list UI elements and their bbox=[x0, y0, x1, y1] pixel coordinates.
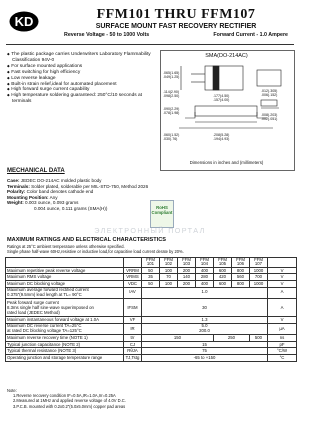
ratings-heading: MAXIMUM RATINGS AND ELECTRICAL CHARACTERISTICS bbox=[7, 237, 167, 243]
symbol-cell: IR bbox=[124, 323, 142, 334]
column-header: FFM 101 bbox=[142, 258, 160, 268]
ratings-table bbox=[5, 257, 297, 362]
feature-item: ◆ High temperature soldering guaranteed: 250°C/10 seconds at terminals bbox=[7, 93, 157, 105]
rohs-label: RoHS bbox=[156, 205, 168, 210]
parameter-line: Maximum average forward rectified current bbox=[7, 287, 89, 292]
table-row bbox=[6, 281, 297, 288]
unit-cell: A bbox=[268, 287, 297, 298]
value-cell: V bbox=[268, 267, 297, 274]
feature-item: ◆ Built-in strain relief,ideal for automated placement bbox=[7, 82, 157, 88]
parameter-cell: Typical thermal resistance (NOTE 3) bbox=[6, 348, 124, 355]
table-row bbox=[6, 274, 297, 281]
symbol-cell: trr bbox=[124, 335, 142, 342]
reverse-voltage-spec: Reverse Voltage - 50 to 1000 Volts bbox=[64, 32, 150, 38]
mechanical-label: Case: bbox=[7, 178, 20, 183]
dim-label: .177(4.50) bbox=[213, 94, 230, 98]
unit-cell: pF bbox=[268, 341, 297, 348]
dim-label: .060(1.52) bbox=[163, 133, 180, 137]
footnote-line: 3.P.C.B. mounted with 0.2x0.2"(5.0x5.0mm) copper pad areas bbox=[13, 403, 126, 409]
dim-label: .194(4.93) bbox=[213, 137, 230, 141]
mechanical-value: JEDEC DO-214AC molded plastic body bbox=[19, 178, 102, 183]
unit-cell: °C bbox=[268, 355, 297, 362]
rohs-compliant-label: Compliant bbox=[151, 210, 173, 215]
parameter-cell: Operating junction and storage temperature range bbox=[6, 355, 124, 362]
value-cell: 600 bbox=[214, 281, 232, 288]
dim-label: .008(.203) bbox=[261, 113, 278, 117]
kd-logo bbox=[9, 11, 39, 32]
table-row bbox=[6, 341, 297, 348]
dim-label: .006(.152) bbox=[261, 93, 278, 97]
value-cell bbox=[142, 323, 268, 334]
symbol-cell: IFSM bbox=[124, 298, 142, 317]
parameter-cell bbox=[6, 287, 124, 298]
mechanical-value: Solder plated, solderable per MIL-STD-750, Method 2026 bbox=[29, 183, 149, 189]
mechanical-data bbox=[7, 178, 157, 212]
package-outline-drawing bbox=[161, 60, 292, 160]
feature-item: ◆ High forward surge current capability bbox=[7, 87, 157, 93]
column-header bbox=[6, 258, 124, 268]
value-cell: 200 bbox=[178, 281, 196, 288]
mechanical-value: Color band denotes cathode end bbox=[25, 189, 94, 195]
footnotes-heading: Note: bbox=[7, 388, 17, 393]
value-cell: 150 bbox=[142, 335, 214, 342]
mechanical-label: Polarity: bbox=[7, 189, 26, 195]
value-line: 200.0 bbox=[199, 328, 210, 334]
dim-label: .030(.76) bbox=[163, 137, 178, 141]
parameter-line: Maximum DC reverse current TA=25°C bbox=[7, 323, 82, 329]
feature-item: ◆ Low reverse leakage bbox=[7, 76, 157, 82]
value-cell: 700 bbox=[250, 274, 268, 281]
parameter-cell: Maximum RMS voltage bbox=[6, 274, 124, 281]
symbol-cell: VF bbox=[124, 317, 142, 324]
footnotes bbox=[7, 388, 295, 409]
value-cell: 15 bbox=[142, 341, 268, 348]
rohs-badge bbox=[150, 200, 174, 228]
value-cell: 1.3 bbox=[142, 317, 268, 324]
table-row bbox=[6, 267, 297, 274]
column-header: FFM 106 bbox=[232, 258, 250, 268]
parameter-cell: Typical junction capacitance (NOTE 2) bbox=[6, 341, 124, 348]
value-cell: V bbox=[268, 274, 297, 281]
value-cell: 800 bbox=[232, 281, 250, 288]
parameter-cell: Maximum repetitive peak reverse voltage bbox=[6, 267, 124, 274]
value-cell: 30 bbox=[142, 298, 268, 317]
unit-cell: µA bbox=[268, 323, 297, 334]
symbol-cell: RθJA bbox=[124, 348, 142, 355]
footnote-line: 1.Reverse recovery condition IF=0.5A,IR=1.0A,Irr=0.25A bbox=[13, 393, 116, 399]
value-cell: 420 bbox=[214, 274, 232, 281]
feature-item: ◆ Fast switching for high efficiency bbox=[7, 70, 157, 76]
parameter-cell bbox=[6, 323, 124, 334]
value-cell: 400 bbox=[196, 267, 214, 274]
parameter-cell: Maximum instantaneous forward voltage at 1.0A bbox=[6, 317, 124, 324]
value-cell: VRRM bbox=[124, 267, 142, 274]
parameter-line: Peak forward surge current bbox=[7, 299, 59, 305]
value-cell: 800 bbox=[232, 267, 250, 274]
parameter-cell: Maximum DC blocking voltage bbox=[6, 281, 124, 288]
column-header bbox=[124, 258, 142, 268]
value-cell: 280 bbox=[196, 274, 214, 281]
dim-label: .065(1.65) bbox=[163, 71, 180, 75]
mechanical-value: Any bbox=[48, 194, 58, 200]
value-cell: 75 bbox=[142, 348, 268, 355]
package-title: SMA(DO-214AC) bbox=[205, 53, 248, 59]
table-row bbox=[6, 317, 297, 324]
dim-label: .049(1.25) bbox=[163, 75, 180, 79]
symbol-cell: CJ bbox=[124, 341, 142, 348]
table-row bbox=[6, 298, 297, 317]
value-cell: -65 to +150 bbox=[142, 355, 268, 362]
parameter-line: 0.375"(9.5mm) lead length at TL= 90°C bbox=[7, 291, 82, 297]
logo-text: KD bbox=[14, 14, 34, 29]
dim-label: .012(.305) bbox=[261, 89, 278, 93]
mechanical-data-heading: MECHANICAL DATA bbox=[7, 168, 65, 174]
mechanical-label: Mounting Position: bbox=[7, 194, 49, 200]
parameter-line: 8.3ms single half sine-wave superimposed on bbox=[7, 304, 94, 310]
value-cell: 500 bbox=[250, 335, 268, 342]
unit-cell: A bbox=[268, 298, 297, 317]
column-header: FFM 107 bbox=[250, 258, 268, 268]
value-line: 5.0 bbox=[201, 323, 208, 329]
parameter-line: rated load (JEDEC Method) bbox=[7, 310, 60, 316]
feature-item: ◆ The plastic package carries Underwriters Laboratory Flammability Classification 94V-0 bbox=[7, 52, 157, 64]
dim-label: .098(2.50) bbox=[163, 94, 180, 98]
dim-label: .090(2.29) bbox=[163, 107, 180, 111]
dim-label: .078(1.98) bbox=[163, 111, 180, 115]
page-subtitle: SURFACE MOUNT FAST RECOVERY RECTIFIER bbox=[95, 23, 257, 30]
value-cell: 1000 bbox=[250, 267, 268, 274]
ratings-note: Ratings at 25°C ambient temperature unless otherwise specified. bbox=[7, 244, 125, 249]
column-header: FFM 105 bbox=[214, 258, 232, 268]
value-cell: 50 bbox=[142, 281, 160, 288]
table-row bbox=[6, 355, 297, 362]
column-header: FFM 103 bbox=[178, 258, 196, 268]
feature-item: ◆ For surface mounted applications bbox=[7, 64, 157, 70]
value-cell: 100 bbox=[160, 281, 178, 288]
value-cell: VRMS bbox=[124, 274, 142, 281]
column-header: FFM 102 bbox=[160, 258, 178, 268]
header-divider bbox=[6, 44, 294, 45]
table-row bbox=[6, 323, 297, 334]
mechanical-label: Terminals: bbox=[7, 183, 30, 189]
value-cell: 100 bbox=[160, 267, 178, 274]
mechanical-weight-alt: 0.004 ounce, 0.111 grams (SMA(H)) bbox=[34, 205, 108, 211]
value-cell: 70 bbox=[160, 274, 178, 281]
table-row bbox=[6, 287, 297, 298]
parameter-cell bbox=[6, 298, 124, 317]
table-row bbox=[6, 335, 297, 342]
dim-label: .114(2.90) bbox=[163, 90, 180, 94]
unit-cell: ns bbox=[268, 335, 297, 342]
table-row bbox=[6, 348, 297, 355]
features-list bbox=[7, 52, 157, 105]
dim-label: .002(.051) bbox=[261, 117, 278, 121]
value-cell: 1000 bbox=[250, 281, 268, 288]
symbol-cell: IAV bbox=[124, 287, 142, 298]
column-header: FFM 104 bbox=[196, 258, 214, 268]
parameter-line: at rated DC blocking voltage TA=125°C bbox=[7, 328, 82, 334]
unit-cell: °C/W bbox=[268, 348, 297, 355]
dim-label: .208(5.28) bbox=[213, 133, 230, 137]
value-cell: 250 bbox=[214, 335, 250, 342]
value-cell: 400 bbox=[196, 281, 214, 288]
value-cell: VDC bbox=[124, 281, 142, 288]
value-cell: 560 bbox=[232, 274, 250, 281]
mechanical-label: Weight: bbox=[7, 200, 24, 206]
watermark-text: ЭЛЕКТРОННЫЙ ПОРТАЛ bbox=[94, 226, 206, 235]
unit-cell: V bbox=[268, 317, 297, 324]
value-cell: 50 bbox=[142, 267, 160, 274]
ratings-note: Single phase half-wave 60Hz,resistive or inductive load,for capacitive load current derate by 20%. bbox=[7, 248, 184, 254]
page-title: FFM101 THRU FFM107 bbox=[96, 7, 256, 22]
forward-current-spec: Forward Current - 1.0 Ampere bbox=[213, 32, 288, 38]
ratings-conditions bbox=[7, 245, 295, 255]
value-cell: 140 bbox=[178, 274, 196, 281]
spec-summary bbox=[60, 32, 292, 38]
mechanical-value: 0.003 ounce, 0.093 grams bbox=[23, 200, 79, 206]
value-cell: V bbox=[268, 281, 297, 288]
dimension-note: Dimensions in inches and (millimeters) bbox=[189, 160, 264, 165]
parameter-cell: Maximum reverse recovery time (NOTE 1) bbox=[6, 335, 124, 342]
value-cell: 200 bbox=[178, 267, 196, 274]
value-cell: 1.0 bbox=[142, 287, 268, 298]
value-cell: 600 bbox=[214, 267, 232, 274]
dim-label: .157(4.00) bbox=[213, 98, 230, 102]
footnote-line: 2.Measured at 1MHz and applied reverse voltage of 4.0V D.C. bbox=[13, 398, 126, 404]
value-cell: 35 bbox=[142, 274, 160, 281]
symbol-cell: TJ,Tstg bbox=[124, 355, 142, 362]
column-header bbox=[268, 258, 297, 268]
